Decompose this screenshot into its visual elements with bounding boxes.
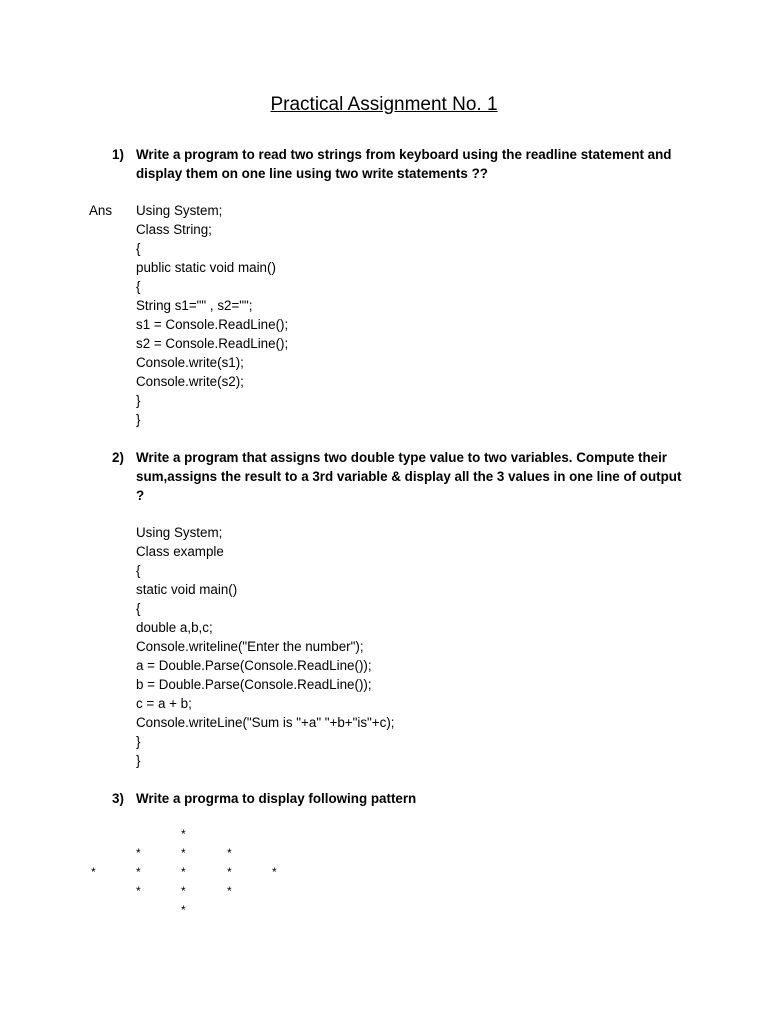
code-line: b = Double.Parse(Console.ReadLine()); (136, 677, 372, 692)
code-line: Console.writeline("Enter the number"); (136, 639, 364, 654)
pattern-star: * (227, 846, 232, 860)
code-line: s2 = Console.ReadLine(); (136, 336, 289, 351)
question-3-number: 3) (112, 791, 124, 806)
answer-label: Ans (89, 203, 113, 218)
pattern-star: * (227, 865, 232, 879)
code-block-1 (136, 201, 288, 429)
code-block-2 (136, 523, 395, 770)
pattern-star: * (136, 865, 141, 879)
code-line: { (136, 279, 141, 294)
code-line: } (136, 753, 141, 768)
pattern-star: * (136, 884, 141, 898)
pattern-star: * (136, 846, 141, 860)
code-line: Console.write(s2); (136, 374, 244, 389)
code-line: s1 = Console.ReadLine(); (136, 317, 289, 332)
question-1-number: 1) (112, 147, 124, 162)
code-line: Class example (136, 544, 224, 559)
pattern-star: * (181, 884, 186, 898)
code-line: Using System; (136, 203, 223, 218)
code-line: } (136, 412, 141, 427)
code-line: static void main() (136, 582, 238, 597)
code-line: public static void main() (136, 260, 276, 275)
code-line: Console.write(s1); (136, 355, 244, 370)
question-2-text: Write a program that assigns two double type value to two variables. Compute their sum,assigns the result to a 3rd variable & display all the 3 values in one line of output ? (136, 450, 682, 503)
question-2-number: 2) (112, 450, 124, 465)
code-line: Using System; (136, 525, 223, 540)
pattern-star: * (272, 865, 277, 879)
code-line: a = Double.Parse(Console.ReadLine()); (136, 658, 372, 673)
code-line: c = a + b; (136, 696, 192, 711)
page-title: Practical Assignment No. 1 (270, 94, 498, 115)
pattern-star: * (181, 846, 186, 860)
pattern-star: * (91, 865, 96, 879)
code-line: String s1="" , s2=""; (136, 298, 253, 313)
pattern-star: * (227, 884, 232, 898)
code-line: } (136, 393, 141, 408)
code-line: { (136, 241, 141, 256)
pattern-star: * (181, 827, 186, 841)
code-line: double a,b,c; (136, 620, 213, 635)
pattern-star: * (181, 865, 186, 879)
code-line: Console.writeLine("Sum is "+a" "+b+"is"+c); (136, 715, 395, 730)
code-line: } (136, 734, 141, 749)
code-line: Class String; (136, 222, 212, 237)
pattern-star: * (181, 903, 186, 917)
question-1-text: Write a program to read two strings from keyboard using the readline statement and display them on one line using two write statements ?? (136, 147, 672, 181)
code-line: { (136, 601, 141, 616)
question-3-text: Write a progrma to display following pattern (136, 791, 417, 806)
code-line: { (136, 563, 141, 578)
